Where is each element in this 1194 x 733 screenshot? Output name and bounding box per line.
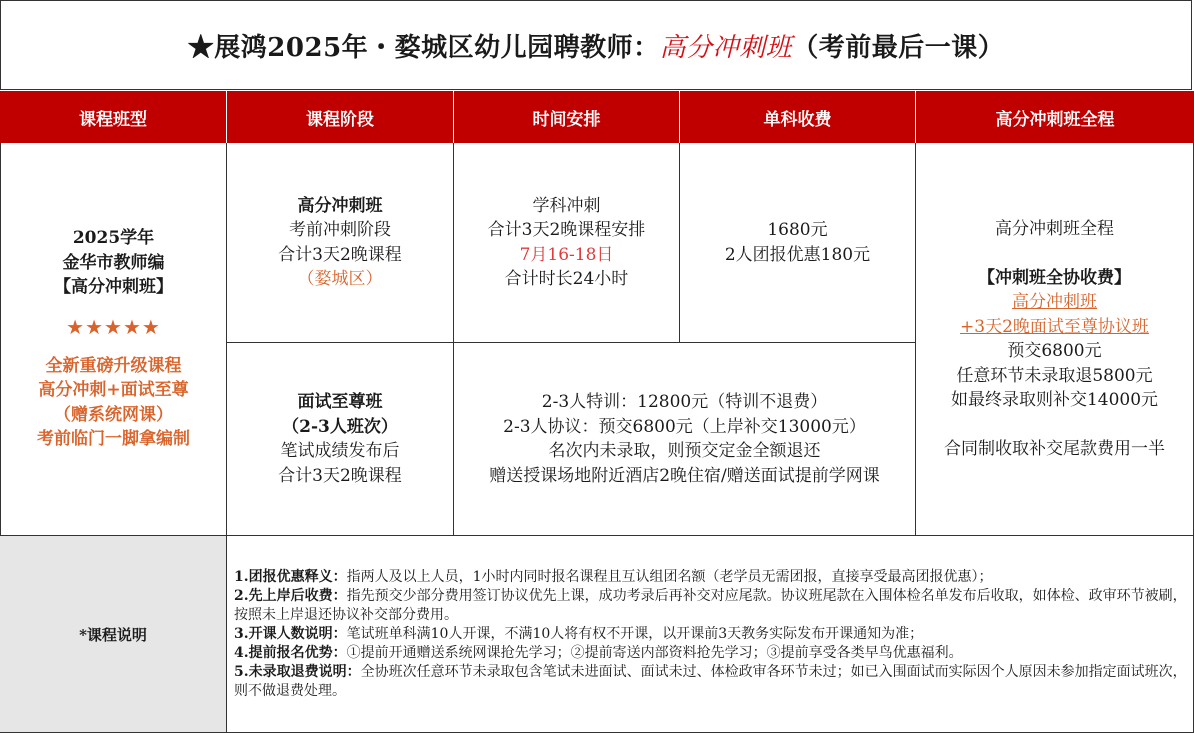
schedule-sprint-hours: 合计时长24小时 xyxy=(504,269,629,289)
course-year: 2025学年 xyxy=(72,228,155,249)
header-full-course: 高分冲刺班全程 xyxy=(916,91,1194,143)
title-highlight: 高分冲刺班 xyxy=(659,32,793,63)
notes-content xyxy=(227,536,1194,733)
interview-agreement: 2-3人协议：预交6800元（上岸补交13000元） xyxy=(503,416,866,437)
stage-sprint-cell xyxy=(227,143,454,343)
promo-line-3: （赠系统网课） xyxy=(54,404,173,425)
full-course-interview: +3天2晚面试至尊协议班 xyxy=(960,316,1149,337)
header-course-type: 课程班型 xyxy=(0,91,227,143)
course-category: 金华市教师编 xyxy=(62,252,165,273)
stage-sprint-name: 高分冲刺班 xyxy=(297,195,383,216)
stage-sprint-location: （婺城区） xyxy=(297,269,383,289)
stage-interview-timing: 笔试成绩发布后 xyxy=(280,441,400,461)
full-course-cell xyxy=(916,143,1194,536)
note-item: 3.开课人数说明：笔试班单科满10人开课，不满10人将有权不开课，以开课前3天教务实际发布开课通知为准； xyxy=(234,626,924,642)
stage-interview-duration: 合计3天2晚课程 xyxy=(278,465,402,486)
rating-stars: ★★★★★ xyxy=(66,314,161,339)
stage-interview-size: （2-3人班次） xyxy=(282,416,398,437)
title-suffix: （考前最后一课） xyxy=(792,32,1005,63)
promo-line-1: 全新重磅升级课程 xyxy=(45,355,182,376)
schedule-sprint-arrangement: 合计3天2晚课程安排 xyxy=(487,220,646,240)
stage-interview-cell xyxy=(227,343,454,536)
promo-line-2: 高分冲刺+面试至尊 xyxy=(38,380,189,401)
full-course-balance: 如最终录取则补交14000元 xyxy=(950,390,1159,410)
fee-sprint-price: 1680元 xyxy=(767,220,828,240)
interview-bonus: 赠送授课场地附近酒店2晚住宿/赠送面试提前学网课 xyxy=(489,465,880,486)
title-prefix: ★展鸿2025年・婺城区幼儿园聘教师： xyxy=(187,32,660,63)
fee-sprint-cell xyxy=(680,143,916,343)
page-title xyxy=(0,0,1192,90)
interview-refund-policy: 名次内未录取，则预交定金全额退还 xyxy=(548,441,821,461)
stage-sprint-desc: 考前冲刺阶段 xyxy=(289,220,391,240)
note-item: 1.团报优惠释义：指两人及以上人员，1小时内同时报名课程且互认组团名额（老学员无需团报，直接享受最高团报优惠）； xyxy=(234,569,993,585)
schedule-sprint-cell xyxy=(454,143,680,343)
note-item: 5.未录取退费说明：全协班次任意环节未录取包含笔试未进面试、面试未过、体检政审各环节未过；如已入围面试而实际因个人原因未参加指定面试班次，则不做退费处理。 xyxy=(234,664,1187,699)
interview-pricing-cell xyxy=(454,343,916,536)
course-type-cell xyxy=(0,143,227,536)
header-course-stage: 课程阶段 xyxy=(227,91,454,143)
course-name: 【高分冲刺班】 xyxy=(54,277,173,298)
stage-interview-name: 面试至尊班 xyxy=(297,392,383,412)
full-course-deposit: 预交6800元 xyxy=(1007,341,1102,361)
full-course-refund: 任意环节未录取退5800元 xyxy=(956,365,1153,386)
schedule-sprint-dates: 7月16-18日 xyxy=(519,244,614,265)
header-schedule: 时间安排 xyxy=(454,91,680,143)
full-course-fee-label: 【冲刺班全协收费】 xyxy=(978,267,1131,288)
note-item: 4.提前报名优势：①提前开通赠送系统网课抢先学习；②提前寄送内部资料抢先学习；③提前享受各类早鸟优惠福利。 xyxy=(234,645,963,661)
schedule-sprint-subject: 学科冲刺 xyxy=(532,195,601,216)
full-course-title: 高分冲刺班全程 xyxy=(995,219,1114,239)
note-item: 2.先上岸后收费：指先预交少部分费用签订协议优先上课，成功考录后再补交对应尾款。协议班尾款在入围体检名单发布后收取，如体检、政审环节被刷，按照未上岸退还协议补交部分费用。 xyxy=(234,588,1187,623)
notes-label: *课程说明 xyxy=(0,536,227,733)
stage-sprint-duration: 合计3天2晚课程 xyxy=(278,244,402,265)
interview-special-training: 2-3人特训：12800元（特训不退费） xyxy=(541,392,828,412)
header-single-fee: 单科收费 xyxy=(680,91,916,143)
full-course-contract: 合同制收取补交尾款费用一半 xyxy=(944,438,1165,459)
promo-line-4: 考前临门一脚拿编制 xyxy=(37,429,190,450)
fee-sprint-group-discount: 2人团报优惠180元 xyxy=(724,244,871,265)
full-course-sprint: 高分冲刺班 xyxy=(1012,292,1097,312)
